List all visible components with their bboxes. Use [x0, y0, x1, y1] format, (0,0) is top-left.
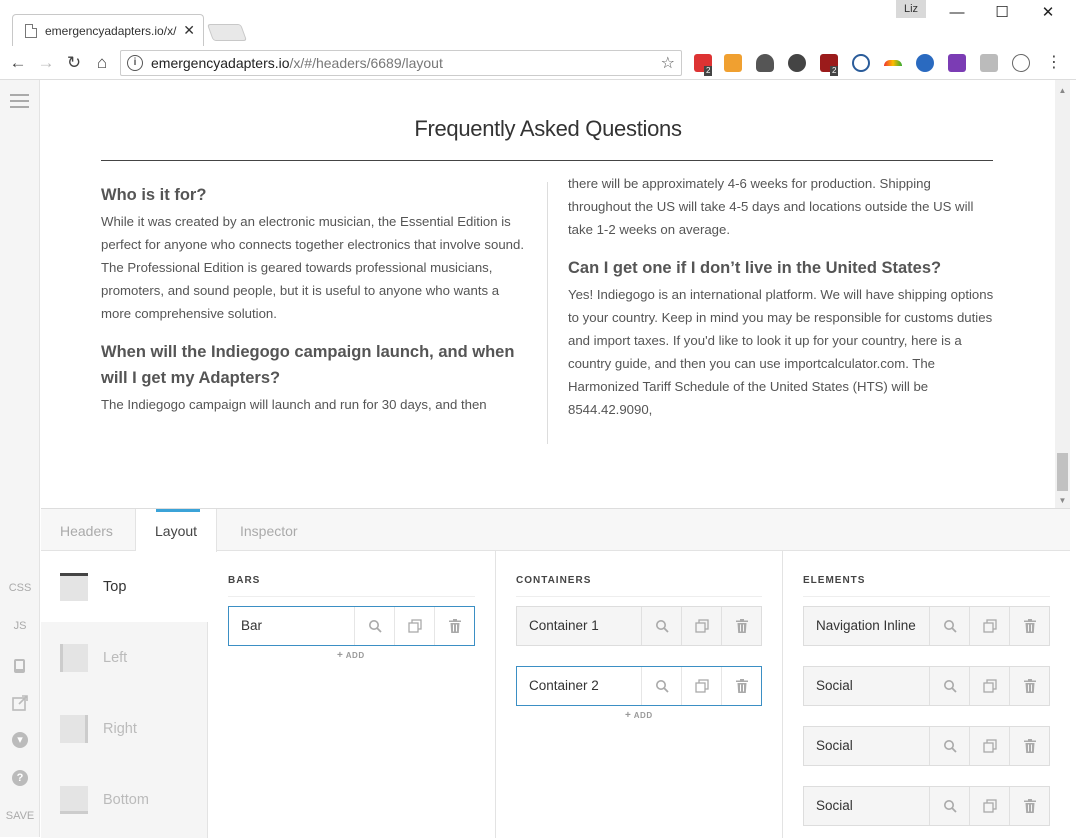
editor-panel — [41, 508, 1070, 837]
search-icon[interactable] — [354, 607, 394, 645]
page-icon — [25, 24, 37, 38]
element-item[interactable] — [803, 726, 1050, 766]
tab-title: emergencyadapters.io/x/ — [45, 23, 177, 38]
trash-icon[interactable] — [1009, 607, 1049, 645]
tab-inspector[interactable]: Inspector — [240, 523, 298, 539]
element-label: Social — [816, 738, 853, 753]
save-button[interactable]: SAVE — [5, 810, 35, 822]
extension-icon-10[interactable] — [980, 54, 998, 72]
info-extension-icon[interactable] — [1012, 54, 1030, 72]
open-external-icon[interactable] — [0, 695, 40, 711]
extension-badge-2: 2 — [832, 66, 837, 75]
add-label: ADD — [633, 711, 653, 720]
duplicate-icon[interactable] — [681, 667, 721, 705]
faq-answer: While it was created by an electronic musician, the Essential Edition is perfect for anyone who connects together electronics that involve sound. — [101, 214, 524, 252]
element-label: Social — [816, 678, 853, 693]
help-icon[interactable] — [0, 770, 40, 786]
url-host: emergencyadapters.io — [151, 55, 290, 71]
bar-label: Bar — [241, 618, 263, 633]
duplicate-icon[interactable] — [969, 727, 1009, 765]
position-label: Right — [103, 720, 137, 737]
preview-area — [41, 80, 1055, 508]
browser-titlebar — [0, 0, 1076, 46]
trash-icon[interactable] — [1009, 727, 1049, 765]
trash-icon[interactable] — [434, 607, 474, 645]
search-icon[interactable] — [929, 787, 969, 825]
duplicate-icon[interactable] — [969, 667, 1009, 705]
layout-bottom-icon — [60, 786, 88, 814]
add-label: ADD — [345, 651, 365, 660]
site-info-icon[interactable]: i — [127, 55, 143, 71]
js-button[interactable]: JS — [13, 620, 27, 632]
position-top[interactable] — [41, 551, 209, 622]
trash-icon[interactable] — [1009, 667, 1049, 705]
page-title: Frequently Asked Questions — [414, 116, 682, 141]
position-label: Left — [103, 649, 128, 666]
element-label: Navigation Inline — [816, 618, 916, 633]
add-bar-button[interactable]: + ADD — [337, 650, 365, 661]
column-divider — [547, 182, 548, 444]
layout-top-icon — [60, 573, 88, 601]
faq-column-right — [568, 176, 996, 421]
browser-toolbar — [0, 46, 1076, 80]
faq-question: When will the Indiegogo campaign launch, and when will I get my Adapters? — [101, 343, 515, 387]
element-item[interactable] — [803, 666, 1050, 706]
layout-left-icon — [60, 644, 88, 672]
mobile-preview-icon[interactable] — [0, 658, 40, 674]
element-item[interactable] — [803, 606, 1050, 646]
menu-kebab-icon[interactable]: ⋮ — [1046, 54, 1062, 71]
globe-icon[interactable] — [916, 54, 934, 72]
faq-answer: The Indiegogo campaign will launch and run for 30 days, and then — [101, 397, 487, 412]
bars-heading: BARS — [228, 575, 261, 586]
trash-icon[interactable] — [1009, 787, 1049, 825]
section-divider — [803, 596, 1050, 597]
home-icon[interactable]: ⌂ — [96, 53, 108, 72]
position-left[interactable] — [41, 622, 208, 693]
css-button[interactable]: CSS — [8, 582, 32, 594]
section-divider — [228, 596, 475, 597]
scroll-up-icon[interactable]: ▲ — [1058, 86, 1067, 95]
close-window-icon[interactable]: ✕ — [1041, 4, 1055, 21]
column-divider — [495, 551, 496, 838]
title-divider — [101, 160, 993, 161]
scrollbar-thumb[interactable] — [1057, 453, 1068, 491]
duplicate-icon[interactable] — [394, 607, 434, 645]
faq-answer: there will be approximately 4-6 weeks for production. Shipping throughout the US will take 4-5 days and locations outside the US will take 1-2 weeks on average. — [568, 176, 974, 237]
scroll-down-icon[interactable]: ▼ — [1058, 496, 1067, 505]
help-glyph: ? — [12, 770, 28, 786]
container-item[interactable] — [516, 666, 762, 706]
trash-icon[interactable] — [721, 667, 761, 705]
faq-question: Can I get one if I don’t live in the United States? — [568, 259, 942, 277]
faq-column-left — [101, 182, 529, 416]
search-icon[interactable] — [929, 727, 969, 765]
position-label: Top — [103, 578, 127, 595]
close-tab-icon[interactable]: ✕ — [183, 22, 195, 38]
preview-scrollbar[interactable] — [1055, 80, 1070, 508]
search-icon[interactable] — [929, 667, 969, 705]
profile-badge[interactable]: Liz — [896, 0, 926, 18]
faq-answer: Yes! Indiegogo is an international platform. We will have shipping options to your country. Keep in mind you may be responsible for customs duties and import taxes. If you'd like to look it up for your country, here is a country guide, and then you can use importcalculator.com. The Harmonized Tariff Schedule of the United States (HTS) will be 8544.42.9090, — [568, 287, 994, 417]
forward-icon[interactable]: → — [37, 53, 55, 72]
duplicate-icon[interactable] — [969, 607, 1009, 645]
element-item[interactable] — [803, 786, 1050, 826]
maximize-icon[interactable]: ☐ — [995, 4, 1009, 21]
column-divider — [782, 551, 783, 838]
tab-headers[interactable]: Headers — [60, 523, 113, 539]
dropdown-circle-icon[interactable]: ▾ — [0, 732, 40, 748]
search-icon[interactable] — [641, 667, 681, 705]
section-divider — [516, 596, 762, 597]
extension-badge-1: 2 — [706, 66, 711, 75]
element-label: Social — [816, 798, 853, 813]
url-path: /x/#/headers/6689/layout — [289, 55, 443, 71]
onenote-icon[interactable] — [948, 54, 966, 72]
faq-question: Who is it for? — [101, 186, 207, 204]
container-label: Container 1 — [529, 618, 599, 633]
tool-rail — [0, 80, 40, 837]
duplicate-icon[interactable] — [681, 607, 721, 645]
duplicate-icon[interactable] — [969, 787, 1009, 825]
new-tab-button[interactable] — [207, 24, 247, 41]
bar-item[interactable] — [228, 606, 475, 646]
position-right[interactable] — [41, 693, 208, 764]
position-bottom[interactable] — [41, 764, 208, 835]
search-icon[interactable] — [929, 607, 969, 645]
pocket-icon[interactable] — [756, 54, 774, 72]
panel-tabs — [41, 509, 1070, 551]
trash-icon[interactable] — [721, 607, 761, 645]
back-icon[interactable]: ← — [9, 53, 27, 72]
bookmark-star-icon[interactable]: ☆ — [660, 55, 675, 72]
container-item[interactable] — [516, 606, 762, 646]
address-bar[interactable] — [120, 50, 682, 76]
extension-icon-2[interactable] — [724, 54, 742, 72]
tab-layout[interactable]: Layout — [135, 509, 217, 552]
hamburger-menu-icon[interactable] — [10, 94, 29, 112]
position-label: Bottom — [103, 791, 149, 808]
elements-heading: ELEMENTS — [803, 575, 866, 586]
extension-icon-7[interactable] — [884, 60, 902, 66]
evernote-icon[interactable] — [788, 54, 806, 72]
reload-icon[interactable]: ↻ — [66, 53, 82, 72]
faq-answer: The Professional Edition is geared towards professional musicians, promoters, and sound people, but it is useful to anyone who wants a more comprehensive solution. — [101, 260, 500, 321]
browser-tab[interactable] — [12, 14, 204, 46]
layout-right-icon — [60, 715, 88, 743]
container-label: Container 2 — [529, 678, 599, 693]
add-container-button[interactable]: + ADD — [625, 710, 653, 721]
extension-icon-6[interactable] — [852, 54, 870, 72]
search-icon[interactable] — [641, 607, 681, 645]
position-list — [41, 551, 208, 838]
containers-heading: CONTAINERS — [516, 575, 592, 586]
minimize-icon[interactable]: — — [949, 4, 965, 21]
